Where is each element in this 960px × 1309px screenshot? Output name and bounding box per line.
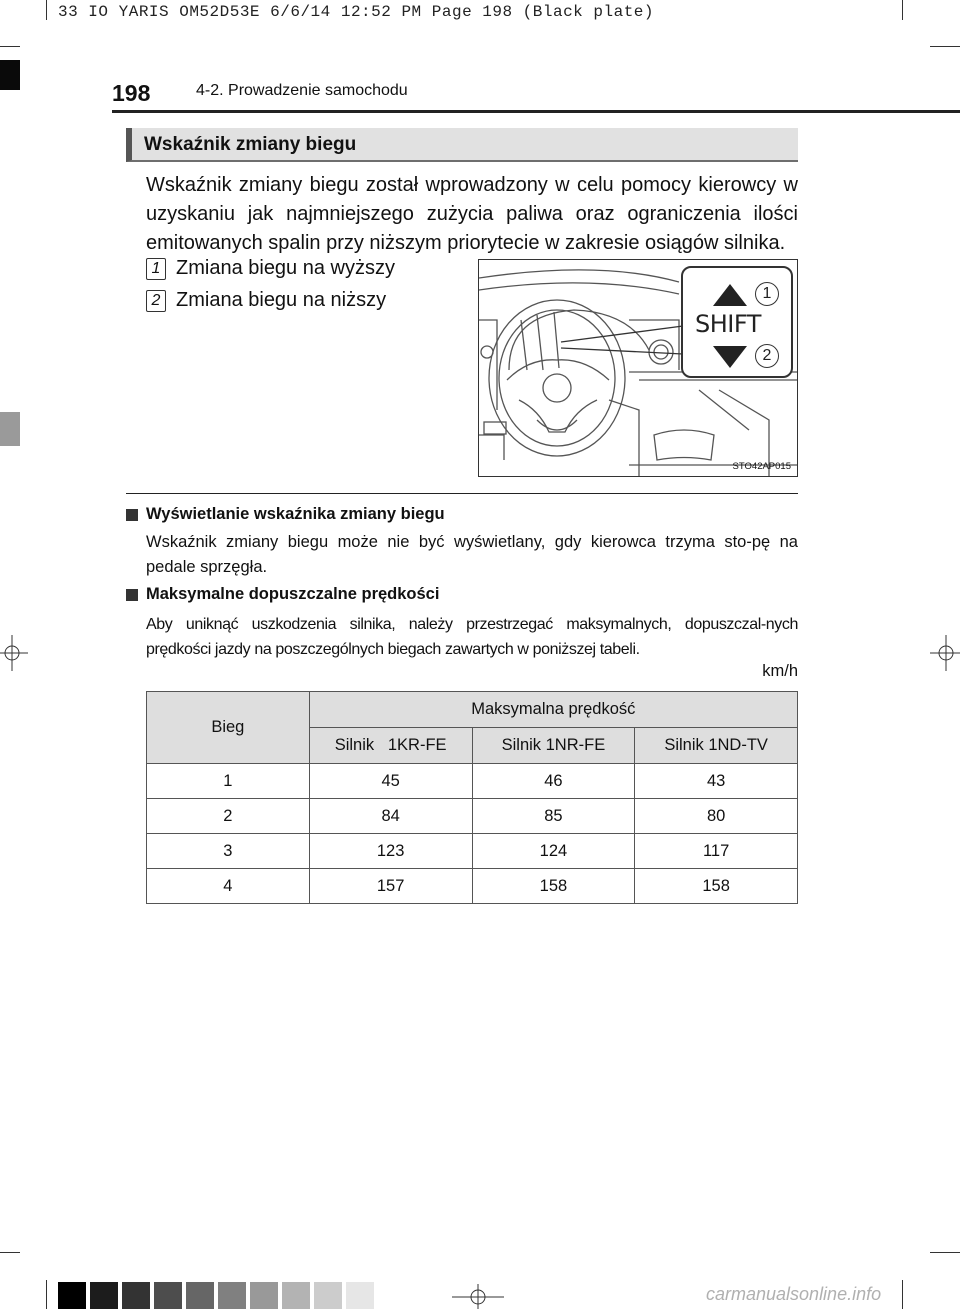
table-cell: 84 <box>309 799 472 834</box>
table-cell: 1 <box>147 764 310 799</box>
registration-target-icon <box>450 1284 506 1309</box>
table-row <box>147 764 798 799</box>
table-cell: 85 <box>472 799 635 834</box>
table-cell: 117 <box>635 834 798 869</box>
color-swatch <box>314 1282 342 1309</box>
note-body-display: Wskaźnik zmiany biegu może nie być wyświetlany, gdy kierowca trzyma sto-pę na pedale sprzęgła. <box>146 533 798 576</box>
unit-label: km/h <box>762 662 798 680</box>
table-row <box>147 799 798 834</box>
note-heading-text: Maksymalne dopuszczalne prędkości <box>146 585 440 603</box>
callout-circle-2: 2 <box>755 344 779 368</box>
max-speed-table <box>146 691 798 904</box>
callout-circle-1: 1 <box>755 282 779 306</box>
thumb-tab-gray <box>0 412 20 446</box>
table-cell: 2 <box>147 799 310 834</box>
color-swatch <box>58 1282 86 1309</box>
print-slug: 33 IO YARIS OM52D53E 6/6/14 12:52 PM Page 198 (Black plate) <box>58 3 654 21</box>
table-cell: 123 <box>309 834 472 869</box>
table-header-engine: Silnik 1ND-TV <box>635 728 798 764</box>
list-item-downshift <box>146 289 386 312</box>
crop-mark <box>930 46 960 47</box>
table-row <box>147 834 798 869</box>
up-arrow-icon <box>713 284 747 306</box>
color-swatch <box>282 1282 310 1309</box>
color-swatch <box>154 1282 182 1309</box>
note-heading-text: Wyświetlanie wskaźnika zmiany biegu <box>146 505 445 523</box>
table-header-engine: Silnik 1NR-FE <box>472 728 635 764</box>
list-item-label: Zmiana biegu na niższy <box>176 289 387 311</box>
color-swatch <box>346 1282 374 1309</box>
crop-mark <box>46 0 47 20</box>
crop-mark <box>902 0 903 20</box>
intro-paragraph: Wskaźnik zmiany biegu został wprowadzony w celu pomocy kierowcy w uzyskaniu jak najmniejszego zużycia paliwa oraz ograniczenia ilości emitowanych spalin przy niższym priorytecie w zakresie osiągów silnika. <box>146 174 798 254</box>
note-heading-display <box>126 505 445 524</box>
table-header-engine: Silnik 1KR-FE <box>309 728 472 764</box>
crop-mark <box>46 1280 47 1309</box>
site-watermark: carmanualsonline.info <box>706 1284 882 1304</box>
crop-mark <box>902 1280 903 1309</box>
shift-label: SHIFT <box>695 310 761 338</box>
table-cell: 158 <box>635 869 798 904</box>
table-cell: 45 <box>309 764 472 799</box>
color-swatch <box>218 1282 246 1309</box>
note-body-speeds: Aby uniknąć uszkodzenia silnika, należy przestrzegać maksymalnych, dopuszczal-nych prędkości jazdy na poszczególnych biegach zawartych w poniższej tabeli. <box>146 616 798 658</box>
down-arrow-icon <box>713 346 747 368</box>
table-cell: 43 <box>635 764 798 799</box>
table-cell: 46 <box>472 764 635 799</box>
section-title: Wskaźnik zmiany biegu <box>144 134 357 155</box>
thumb-tab-black <box>0 60 20 90</box>
registration-target-icon <box>928 633 960 673</box>
list-item-label: Zmiana biegu na wyższy <box>176 257 395 279</box>
crop-mark <box>930 1252 960 1253</box>
section-divider <box>126 493 798 494</box>
table-row <box>147 869 798 904</box>
figure-code: STO42AP015 <box>732 461 791 472</box>
color-swatch <box>90 1282 118 1309</box>
page-number: 198 <box>112 80 151 106</box>
dashboard-illustration <box>478 259 798 477</box>
color-swatch <box>186 1282 214 1309</box>
crop-mark <box>0 1252 20 1253</box>
callout-number: 2 <box>146 290 166 312</box>
table-cell: 4 <box>147 869 310 904</box>
table-cell: 80 <box>635 799 798 834</box>
table-cell: 157 <box>309 869 472 904</box>
color-swatch <box>250 1282 278 1309</box>
note-heading-speeds <box>126 585 439 604</box>
shift-indicator-callout <box>681 266 793 378</box>
crop-mark <box>0 46 20 47</box>
table-cell: 3 <box>147 834 310 869</box>
registration-target-icon <box>0 633 30 673</box>
square-bullet-icon <box>126 589 138 601</box>
square-bullet-icon <box>126 509 138 521</box>
callout-number: 1 <box>146 258 166 280</box>
chapter-title: 4-2. Prowadzenie samochodu <box>196 82 408 99</box>
section-heading-bar <box>126 128 798 162</box>
table-cell: 158 <box>472 869 635 904</box>
table-cell: 124 <box>472 834 635 869</box>
list-item-upshift <box>146 257 395 280</box>
table-header-max-speed: Maksymalna prędkość <box>309 692 797 728</box>
header-rule <box>112 110 960 113</box>
color-swatch <box>122 1282 150 1309</box>
table-header-gear: Bieg <box>147 692 310 764</box>
